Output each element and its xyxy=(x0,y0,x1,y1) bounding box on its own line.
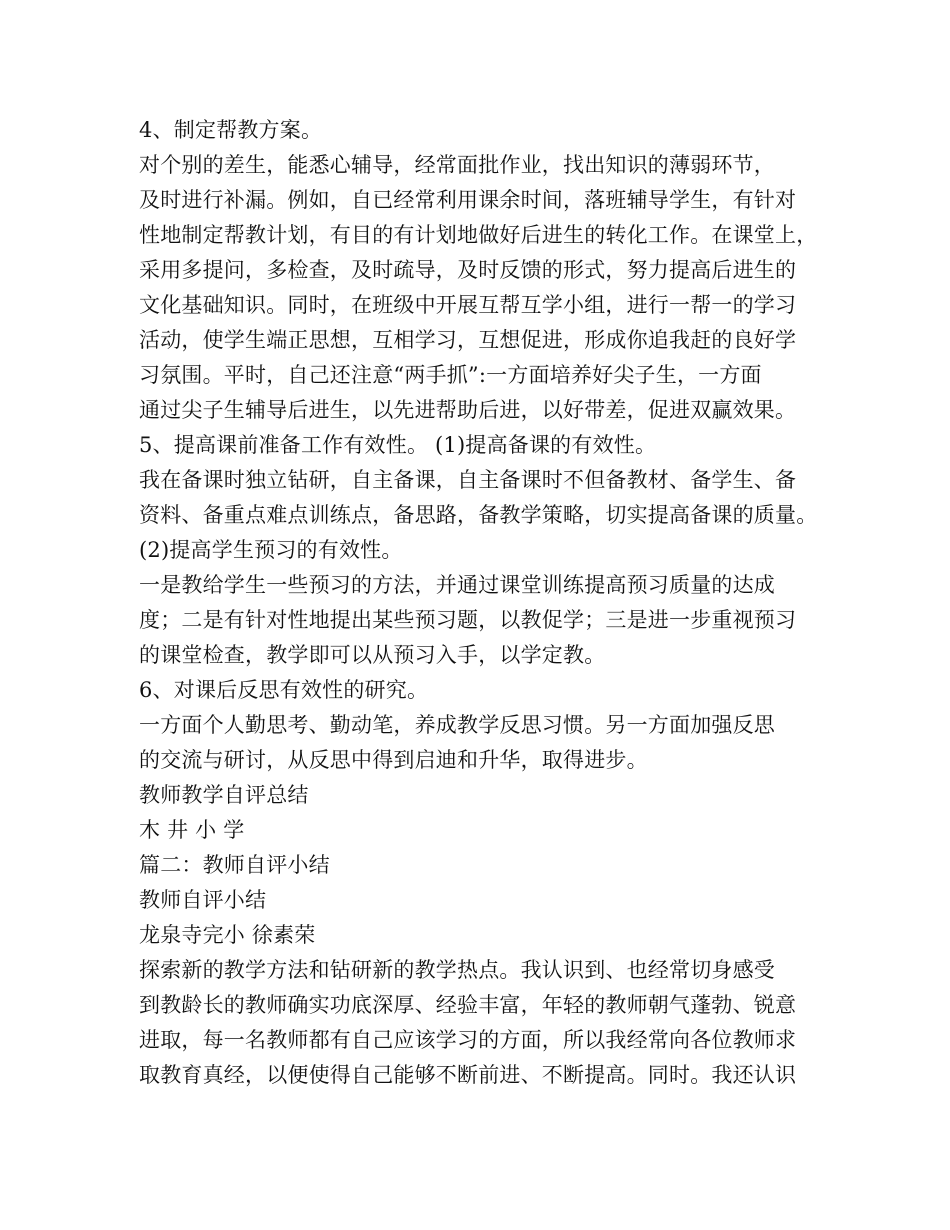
text-line: 及时进行补漏。例如，自已经常利用课余时间，落班辅导学生，有针对 xyxy=(139,188,797,212)
text-line: 4、制定帮教方案。 xyxy=(139,118,323,142)
text-line: 一方面个人勤思考、勤动笔，养成教学反思习惯。另一方面加强反思 xyxy=(139,713,775,737)
text-line: 活动，使学生端正思想，互相学习，互想促进，形成你追我赶的良好学 xyxy=(139,328,797,352)
text-line: 到教龄长的教师确实功底深厚、经验丰富，年轻的教师朝气蓬勃、锐意 xyxy=(139,993,797,1017)
text-line: 习氛围。平时，自己还注意“两手抓”:一方面培养好尖子生，一方面 xyxy=(139,363,762,387)
school-name: 木 井 小 学 xyxy=(139,818,245,842)
text-line: 一是教给学生一些预习的方法，并通过课堂训练提高预习质量的达成 xyxy=(139,573,775,597)
text-line: 对个别的差生，能悉心辅导，经常面批作业，找出知识的薄弱环节， xyxy=(139,153,775,177)
section-title: 教师教学自评总结 xyxy=(139,783,309,807)
text-line: 探索新的教学方法和钻研新的教学热点。我认识到、也经常切身感受 xyxy=(139,958,775,982)
text-line: 的交流与研讨，从反思中得到启迪和升华，取得进步。 xyxy=(139,748,648,772)
text-line: 我在备课时独立钻研，自主备课，自主备课时不但备教材、备学生、备 xyxy=(139,468,797,492)
text-line: 取教育真经，以便使得自己能够不断前进、不断提高。同时。我还认识 xyxy=(139,1063,797,1087)
text-line: 6、对课后反思有效性的研究。 xyxy=(139,678,429,702)
text-line: 资料、备重点难点训练点，备思路，备教学策略，切实提高备课的质量。 xyxy=(139,503,818,527)
text-line: 进取，每一名教师都有自己应该学习的方面，所以我经常向各位教师求 xyxy=(139,1028,797,1052)
author-line: 龙泉寺完小 徐素荣 xyxy=(139,923,316,947)
chapter-heading: 篇二：教师自评小结 xyxy=(139,853,330,877)
text-line: (2)提高学生预习的有效性。 xyxy=(139,538,403,562)
text-line: 采用多提问，多检查，及时疏导，及时反馈的形式，努力提高后进生的 xyxy=(139,258,797,282)
text-line: 文化基础知识。同时，在班级中开展互帮互学小组，进行一帮一的学习 xyxy=(139,293,797,317)
text-line: 的课堂检查，教学即可以从预习入手，以学定教。 xyxy=(139,643,606,667)
text-line: 度；二是有针对性地提出某些预习题，以教促学；三是进一步重视预习 xyxy=(139,608,797,632)
text-line: 5、提高课前准备工作有效性。 (1)提高备课的有效性。 xyxy=(139,433,657,457)
text-line: 通过尖子生辅导后进生，以先进帮助后进，以好带差，促进双赢效果。 xyxy=(139,398,797,422)
chapter-title: 教师自评小结 xyxy=(139,888,267,912)
text-line: 性地制定帮教计划，有目的有计划地做好后进生的转化工作。在课堂上， xyxy=(139,223,818,247)
